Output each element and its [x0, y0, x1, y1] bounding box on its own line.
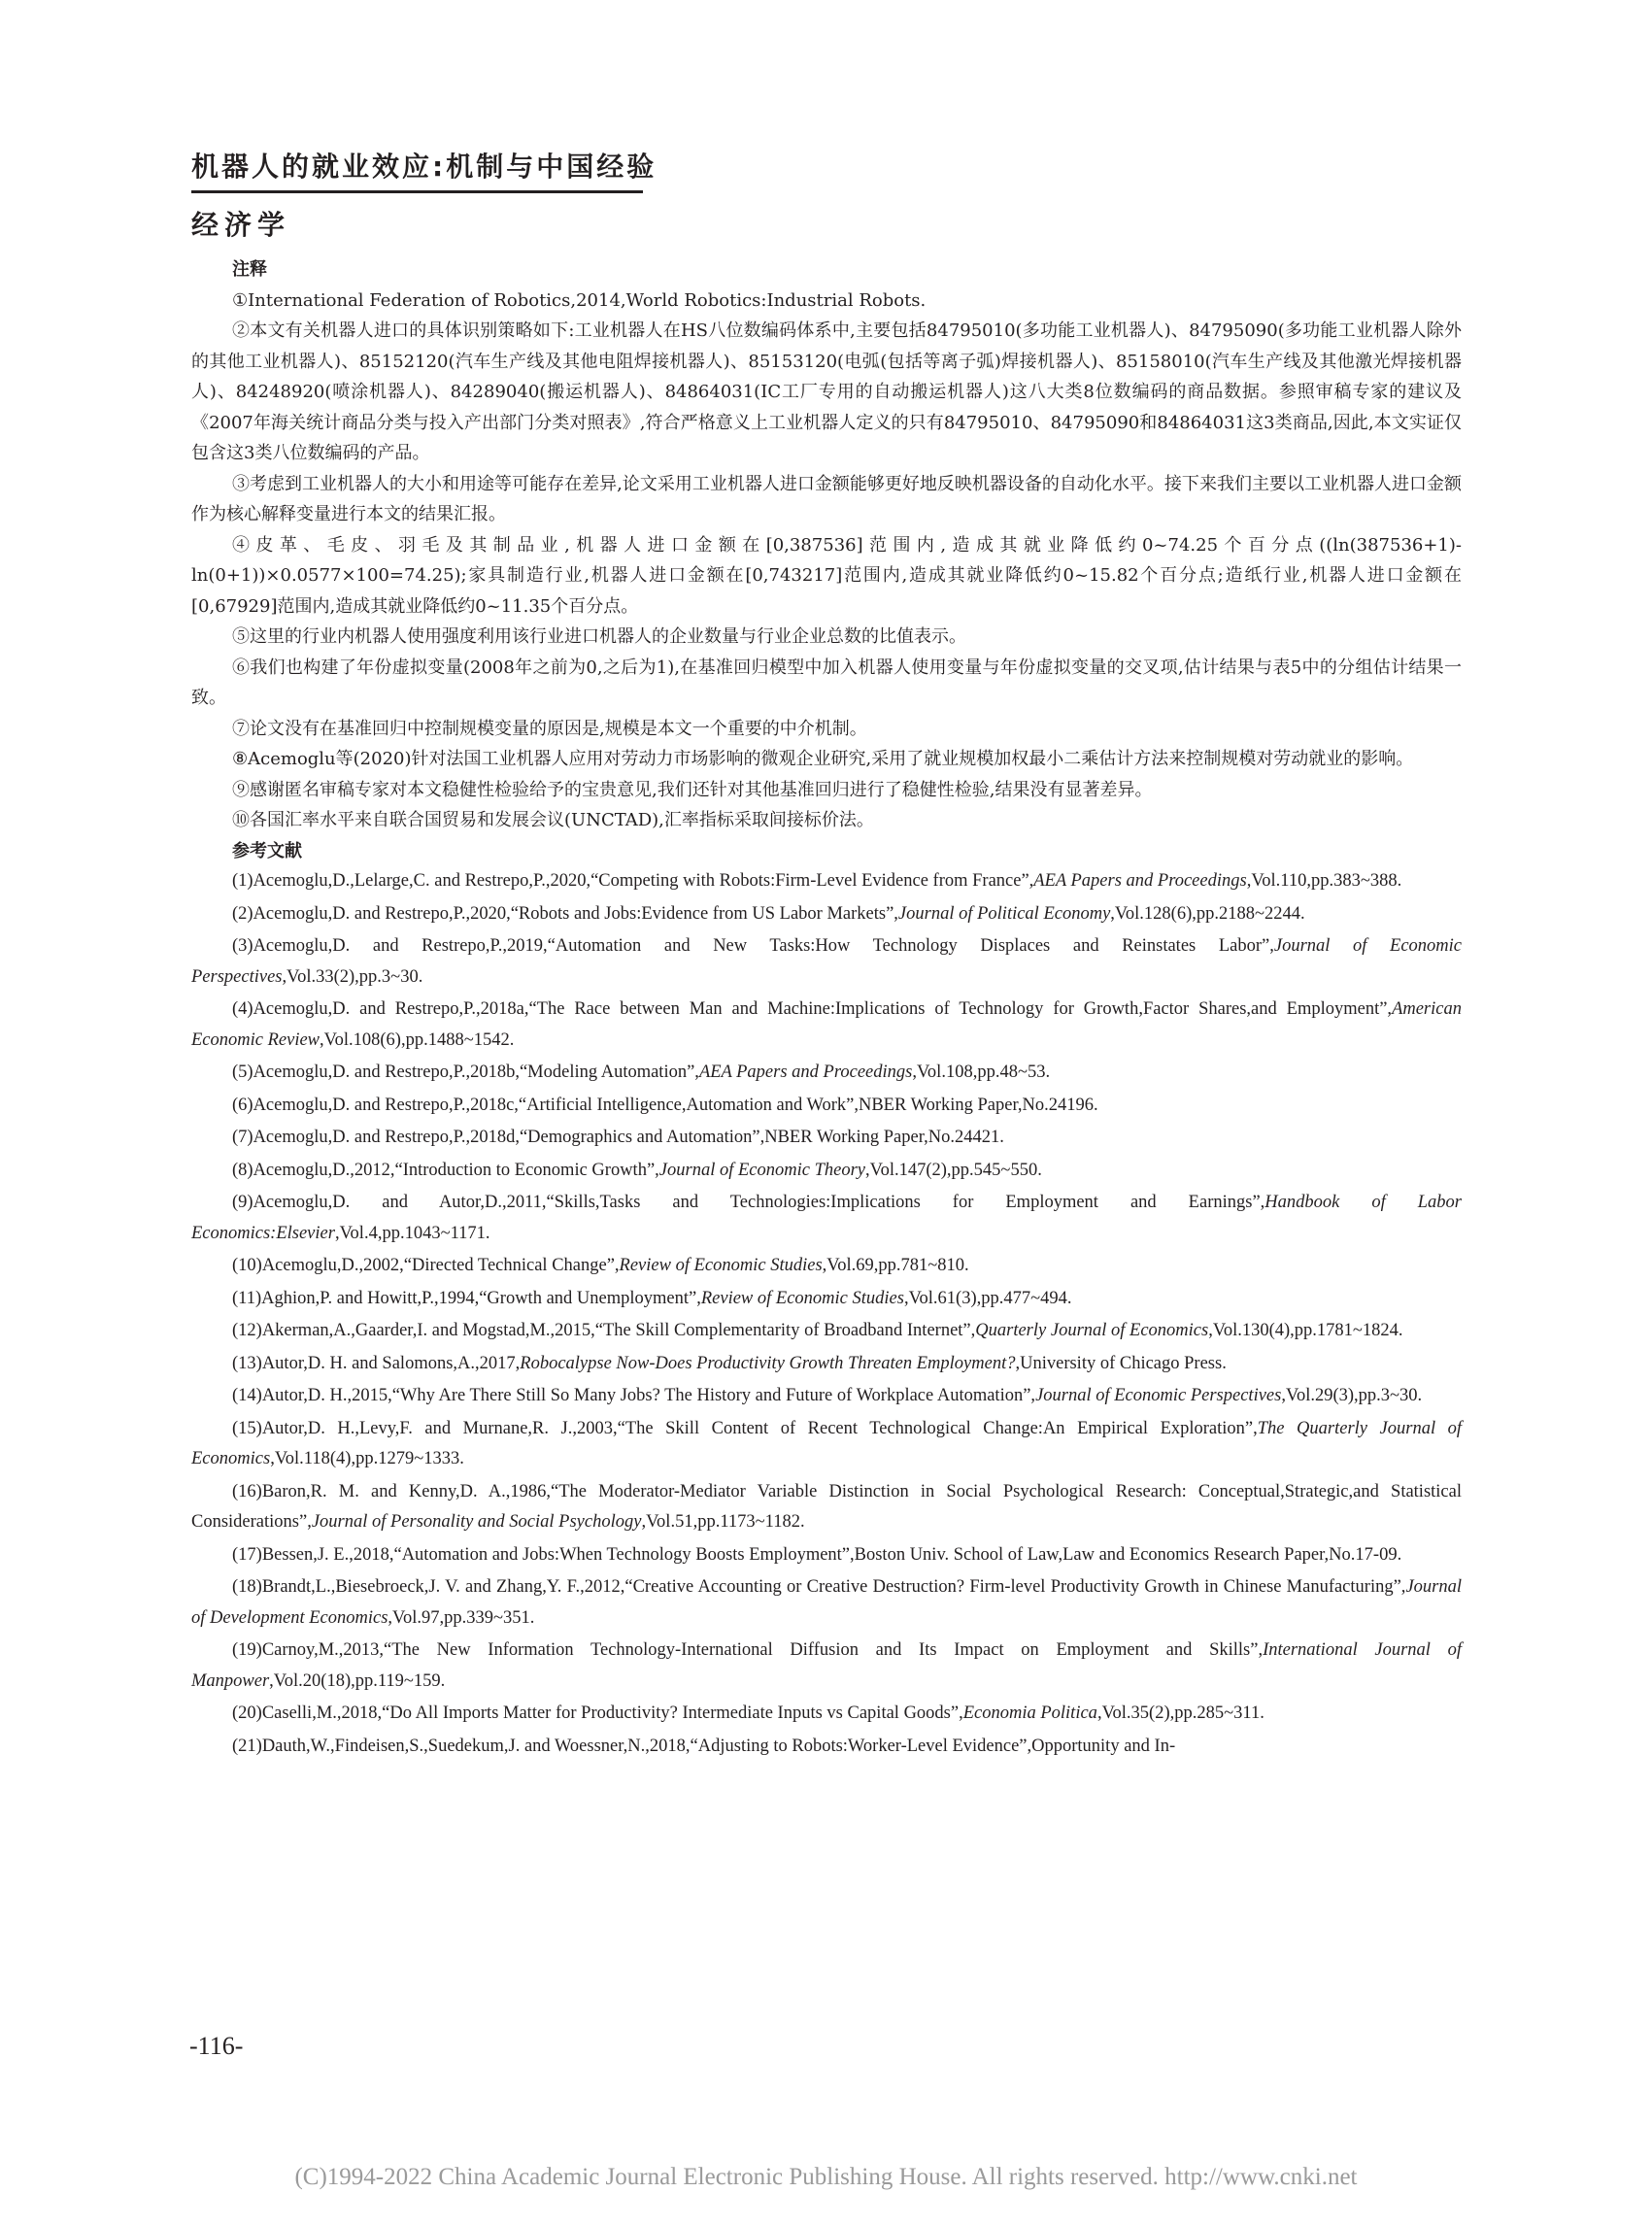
reference-details: ,Vol.29(3),pp.3~30. — [1281, 1386, 1423, 1405]
reference-journal: Robocalypse Now-Does Productivity Growth Threaten Employment? — [520, 1353, 1016, 1373]
references-heading: 参考文献 — [232, 840, 302, 861]
reference-journal: AEA Papers and Proceedings — [1033, 871, 1247, 891]
note-item: ⑨感谢匿名审稿专家对本文稳健性检验给予的宝贵意见,我们还针对其他基准回归进行了稳健性检验,结果没有显著差异。 — [232, 779, 1153, 800]
reference-text: (4)Acemoglu,D. and Restrepo,P.,2018a,“The Race between Man and Machine:Implications of Technology for Growth,Factor Shares,and Employment”, — [232, 999, 1393, 1019]
reference-details: ,Vol.97,pp.339~351. — [388, 1607, 535, 1628]
reference-item — [191, 1188, 1462, 1249]
reference-details: ,Vol.130(4),pp.1781~1824. — [1208, 1321, 1403, 1340]
reference-journal: Economia Politica — [962, 1703, 1097, 1723]
reference-text: (11)Aghion,P. and Howitt,P.,1994,“Growth and Unemployment”, — [232, 1288, 701, 1308]
reference-text: (20)Caselli,M.,2018,“Do All Imports Matter for Productivity? Intermediate Inputs vs Capital Goods”, — [232, 1703, 963, 1723]
note-item: ②本文有关机器人进口的具体识别策略如下:工业机器人在HS八位数编码体系中,主要包括84795010(多功能工业机器人)、84795090(多功能工业机器人除外的其他工业机器人)、85152120(汽车生产线及其他电阻焊接机器人)、85153120(电弧(包括等离子弧)焊接机器人)、85158010(汽车生产线及其他激光焊接机器人)、84248920(喷涂机器人)、84289040(搬运机器人)、84864031(IC工厂专用的自动搬运机器人)这八大类8位数编码的商品数据。参照审稿专家的建议及《2007年海关统计商品分类与投入产出部门分类对照表》,符合严格意义上工业机器人定义的只有84795010、84795090和84864031这3类商品,因此,本文实证仅包含这3类八位数编码的产品。 — [191, 320, 1462, 463]
reference-text: (6)Acemoglu,D. and Restrepo,P.,2018c,“Artificial Intelligence,Automation and Work”,NBER Working Paper,No.24196. — [232, 1095, 1098, 1115]
reference-text: (9)Acemoglu,D. and Autor,D.,2011,“Skills,Tasks and Technologies:Implications for Employment and Earnings”, — [232, 1193, 1265, 1212]
reference-journal: Journal of Economic Theory — [658, 1160, 865, 1180]
reference-journal: Journal of Economic Perspectives — [191, 936, 1462, 987]
note-item: ⑧Acemoglu等(2020)针对法国工业机器人应用对劳动力市场影响的微观企业研究,采用了就业规模加权最小二乘估计方法来控制规模对劳动就业的影响。 — [232, 749, 1414, 769]
reference-journal: American Economic Review — [191, 999, 1462, 1050]
title-rule — [191, 190, 643, 193]
reference-text: (8)Acemoglu,D.,2012,“Introduction to Economic Growth”, — [232, 1160, 659, 1180]
notes-heading: 注释 — [232, 259, 267, 280]
references-list — [191, 866, 1462, 1762]
note-item: ⑤这里的行业内机器人使用强度利用该行业进口机器人的企业数量与行业企业总数的比值表示。 — [232, 626, 966, 647]
reference-text: (10)Acemoglu,D.,2002,“Directed Technical Change”, — [232, 1256, 620, 1275]
reference-details: ,University of Chicago Press. — [1015, 1353, 1227, 1373]
note-item: ④皮革、毛皮、羽毛及其制品业,机器人进口金额在[0,387536]范围内,造成其就业降低约0~74.25个百分点((ln(387536+1)-ln(0+1))×0.0577×100=74.25);家具制造行业,机器人进口金额在[0,743217]范围内,造成其就业降低约0~15.82个百分点;造纸行业,机器人进口金额在[0,67929]范围内,造成其就业降低约0~11.35个百分点。 — [191, 534, 1462, 617]
reference-text: (13)Autor,D. H. and Salomons,A.,2017, — [232, 1353, 521, 1373]
reference-text: (5)Acemoglu,D. and Restrepo,P.,2018b,“Modeling Automation”, — [232, 1062, 699, 1082]
reference-text: (2)Acemoglu,D. and Restrepo,P.,2020,“Robots and Jobs:Evidence from US Labor Markets”, — [232, 903, 898, 924]
reference-item — [191, 1316, 1462, 1347]
copyright-notice: (C)1994-2022 China Academic Journal Electronic Publishing House. All rights reserved. http://www.cnki.net — [294, 2164, 1358, 2190]
reference-item — [191, 1381, 1462, 1412]
reference-item — [191, 1123, 1462, 1154]
reference-details: ,Vol.35(2),pp.285~311. — [1096, 1703, 1264, 1723]
note-item: ①International Federation of Robotics,2014,World Robotics:Industrial Robots. — [232, 289, 927, 311]
reference-item — [191, 1058, 1462, 1089]
reference-journal: Review of Economic Studies — [700, 1288, 904, 1308]
reference-journal: Handbook of Labor Economics:Elsevier — [191, 1193, 1462, 1243]
reference-item — [191, 899, 1462, 930]
reference-item — [191, 1251, 1462, 1282]
reference-text: (18)Brandt,L.,Biesebroeck,J. V. and Zhang,Y. F.,2012,“Creative Accounting or Creative Destruction? Firm-level Productivity Growth in Chinese Manufacturing”, — [232, 1577, 1406, 1597]
reference-details: ,Vol.118(4),pp.1279~1333. — [270, 1449, 464, 1468]
reference-item — [191, 1699, 1462, 1730]
reference-item — [191, 1477, 1462, 1538]
reference-details: ,Vol.33(2),pp.3~30. — [282, 966, 423, 987]
note-item: ③考虑到工业机器人的大小和用途等可能存在差异,论文采用工业机器人进口金额能够更好地反映机器设备的自动化水平。接下来我们主要以工业机器人进口金额作为核心解释变量进行本文的结果汇报。 — [191, 473, 1462, 524]
page-number: -116- — [189, 2032, 244, 2060]
reference-item — [191, 1572, 1462, 1634]
note-item: ⑥我们也构建了年份虚拟变量(2008年之前为0,之后为1),在基准回归模型中加入机器人使用变量与年份虚拟变量的交叉项,估计结果与表5中的分组估计结果一致。 — [191, 657, 1462, 708]
notes-list — [191, 286, 1462, 836]
reference-details: ,Vol.20(18),pp.119~159. — [269, 1670, 446, 1691]
reference-text: (12)Akerman,A.,Gaarder,I. and Mogstad,M.,2015,“The Skill Complementarity of Broadband Internet”, — [232, 1321, 976, 1340]
running-title: 机器人的就业效应:机制与中国经验 — [191, 151, 657, 183]
reference-item — [191, 1636, 1462, 1697]
reference-text: (14)Autor,D. H.,2015,“Why Are There Still So Many Jobs? The History and Future of Workplace Automation”, — [232, 1386, 1036, 1405]
reference-details: ,Vol.108,pp.48~53. — [912, 1062, 1051, 1082]
reference-item — [191, 1091, 1462, 1122]
reference-text: (17)Bessen,J. E.,2018,“Automation and Jobs:When Technology Boosts Employment”,Boston Univ. School of Law,Law and Economics Research Paper,No.17-09. — [232, 1544, 1402, 1565]
section-label: 经济学 — [191, 209, 291, 241]
reference-item — [191, 931, 1462, 993]
reference-item — [191, 995, 1462, 1056]
reference-journal: Review of Economic Studies — [619, 1256, 823, 1275]
reference-text: (1)Acemoglu,D.,Lelarge,C. and Restrepo,P.,2020,“Competing with Robots:Firm-Level Evidence from France”, — [232, 871, 1034, 891]
reference-text: (19)Carnoy,M.,2013,“The New Information Technology-International Diffusion and Its Impact on Employment and Skills”, — [232, 1640, 1264, 1660]
reference-details: ,Vol.4,pp.1043~1171. — [334, 1223, 490, 1243]
reference-journal: International Journal of Manpower — [191, 1640, 1463, 1691]
reference-details: ,Vol.147(2),pp.545~550. — [865, 1160, 1042, 1180]
reference-journal: Journal of Economic Perspectives — [1035, 1386, 1282, 1405]
article-body — [191, 254, 1462, 1764]
reference-journal: Journal of Political Economy — [897, 903, 1111, 924]
reference-item — [191, 1349, 1462, 1380]
reference-details: ,Vol.51,pp.1173~1182. — [641, 1512, 805, 1532]
note-item: ⑦论文没有在基准回归中控制规模变量的原因是,规模是本文一个重要的中介机制。 — [232, 718, 867, 739]
reference-item — [191, 1414, 1462, 1475]
reference-journal: AEA Papers and Proceedings — [698, 1062, 913, 1082]
reference-journal: Journal of Development Economics — [191, 1577, 1462, 1628]
reference-journal: The Quarterly Journal of Economics — [191, 1418, 1463, 1468]
reference-details: ,Vol.128(6),pp.2188~2244. — [1110, 903, 1305, 924]
reference-text: (21)Dauth,W.,Findeisen,S.,Suedekum,J. and Woessner,N.,2018,“Adjusting to Robots:Worker-Level Evidence”,Opportunity and In- — [232, 1736, 1176, 1756]
reference-item — [191, 1156, 1462, 1187]
note-item: ⑩各国汇率水平来自联合国贸易和发展会议(UNCTAD),汇率指标采取间接标价法。 — [232, 810, 874, 830]
reference-item — [191, 1732, 1462, 1763]
reference-journal: Quarterly Journal of Economics — [975, 1321, 1209, 1340]
reference-details: ,Vol.108(6),pp.1488~1542. — [320, 1029, 515, 1050]
reference-details: ,Vol.110,pp.383~388. — [1246, 871, 1402, 891]
reference-text: (15)Autor,D. H.,Levy,F. and Murnane,R. J.,2003,“The Skill Content of Recent Technological Change:An Empirical Exploration”, — [232, 1418, 1258, 1438]
reference-text: (7)Acemoglu,D. and Restrepo,P.,2018d,“Demographics and Automation”,NBER Working Paper,No.24421. — [232, 1128, 1004, 1147]
reference-text: (16)Baron,R. M. and Kenny,D. A.,1986,“The Moderator-Mediator Variable Distinction in Social Psychological Research: Conceptual,Strategic,and Statistical Considerations”, — [191, 1481, 1462, 1532]
reference-item — [191, 1540, 1462, 1571]
reference-text: (3)Acemoglu,D. and Restrepo,P.,2019,“Automation and New Tasks:How Technology Displaces and Reinstates Labor”, — [232, 936, 1274, 956]
reference-details: ,Vol.69,pp.781~810. — [822, 1256, 969, 1275]
reference-item — [191, 866, 1462, 897]
reference-details: ,Vol.61(3),pp.477~494. — [903, 1288, 1072, 1308]
reference-item — [191, 1284, 1462, 1315]
reference-journal: Journal of Personality and Social Psychology — [311, 1512, 642, 1532]
